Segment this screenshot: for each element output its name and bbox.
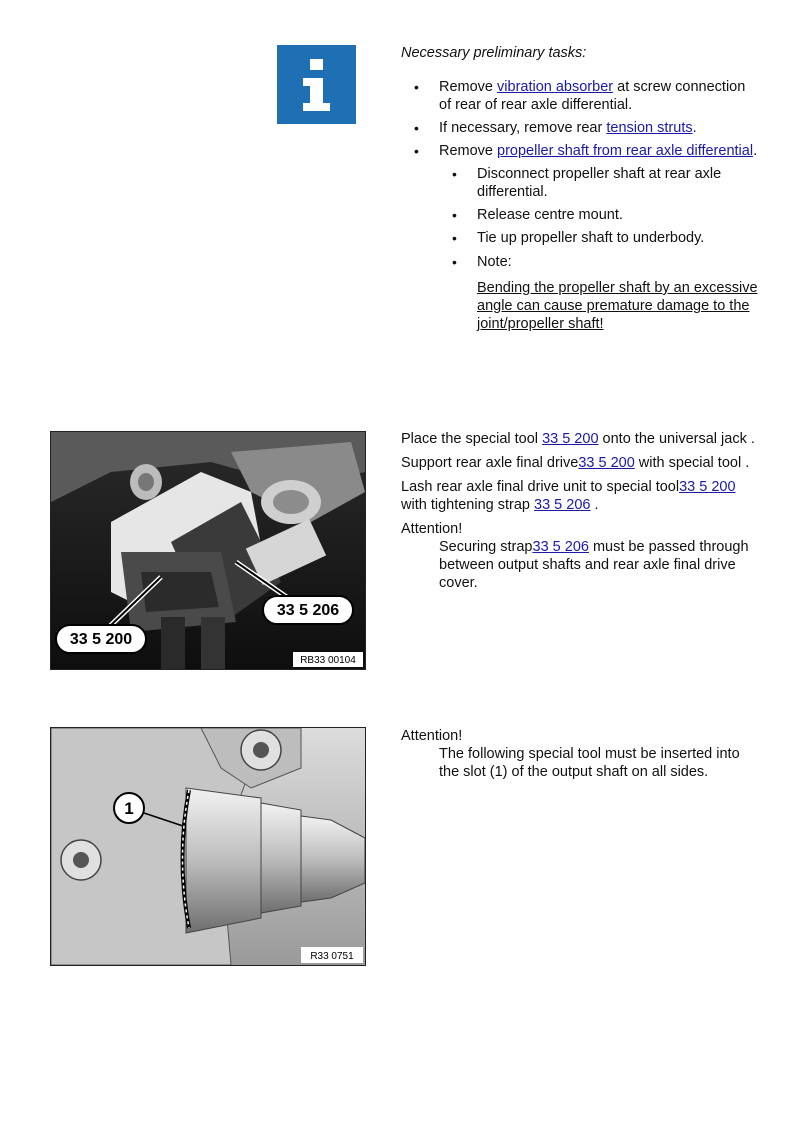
instruction-paragraph: [401, 430, 761, 448]
note-text: Bending the propeller shaft by an excessive angle can cause premature damage to the joint/propeller shaft!: [477, 280, 758, 332]
para-text: Securing strap: [439, 539, 533, 555]
callout-33-5-206: 33 5 206: [276, 602, 340, 619]
sub-list-item: • Release centre mount.: [439, 206, 761, 224]
attention-label: Attention!: [401, 728, 463, 744]
attention-text: The following special tool must be inserted into the slot (1) of the output shaft on all sides.: [439, 746, 740, 780]
sub-task-list: [439, 165, 761, 333]
item-text: .: [753, 143, 758, 159]
list-item: [401, 119, 761, 137]
para-text: Place the special tool: [401, 431, 543, 447]
rear-axle-jack-photo: [50, 431, 366, 670]
para-text: onto the universal jack .: [598, 431, 755, 447]
task-list: [401, 78, 761, 333]
sub-list-item: • Disconnect propeller shaft at rear axle differential.: [439, 165, 761, 201]
info-icon: [277, 45, 356, 124]
tension-struts-link[interactable]: tension struts: [606, 120, 693, 136]
list-item: [401, 78, 761, 114]
item-text: at screw connection of rear of rear axle differential.: [439, 79, 746, 113]
item-text: Remove: [439, 143, 498, 159]
tool-33-5-200-link[interactable]: 33 5 200: [578, 455, 635, 471]
propeller-shaft-link[interactable]: propeller shaft from rear axle differential: [497, 143, 754, 159]
item-text: Remove: [439, 79, 498, 95]
output-shaft-instructions: [401, 727, 761, 781]
output-shaft-illustration: [50, 727, 366, 966]
jack-instructions: [401, 430, 761, 592]
image-ref-label: R33 0751: [310, 951, 354, 962]
note-label: • Note:: [477, 254, 512, 270]
para-text: must be passed through between output shafts and rear axle final drive cover.: [439, 539, 749, 591]
tool-33-5-200-link[interactable]: 33 5 200: [679, 479, 736, 495]
para-text: Lash rear axle final drive unit to special tool: [401, 479, 680, 495]
vibration-absorber-link[interactable]: vibration absorber: [497, 79, 614, 95]
list-item: [401, 142, 761, 333]
sub-list-item: • Tie up propeller shaft to underbody.: [439, 229, 761, 247]
instruction-paragraph: [401, 454, 761, 472]
preliminary-tasks: [401, 44, 761, 338]
callout-33-5-200: 33 5 200: [69, 631, 133, 648]
para-text: with special tool .: [634, 455, 750, 471]
tool-33-5-206-link[interactable]: 33 5 206: [532, 539, 589, 555]
note-block: [439, 253, 761, 333]
para-text: Support rear axle final drive: [401, 455, 579, 471]
attention-label: Attention!: [401, 521, 463, 537]
preliminary-heading: Necessary preliminary tasks:: [401, 45, 587, 61]
image-ref-label: RB33 00104: [300, 655, 356, 666]
tool-33-5-200-link[interactable]: 33 5 200: [542, 431, 599, 447]
item-text: .: [692, 120, 697, 136]
para-text: with tightening strap: [401, 497, 534, 513]
instruction-paragraph: [401, 478, 761, 514]
callout-1: 1: [124, 799, 134, 818]
item-text: If necessary, remove rear: [439, 120, 607, 136]
para-text: .: [590, 497, 599, 513]
tool-33-5-206-link[interactable]: 33 5 206: [534, 497, 591, 513]
attention-text: [401, 538, 761, 592]
